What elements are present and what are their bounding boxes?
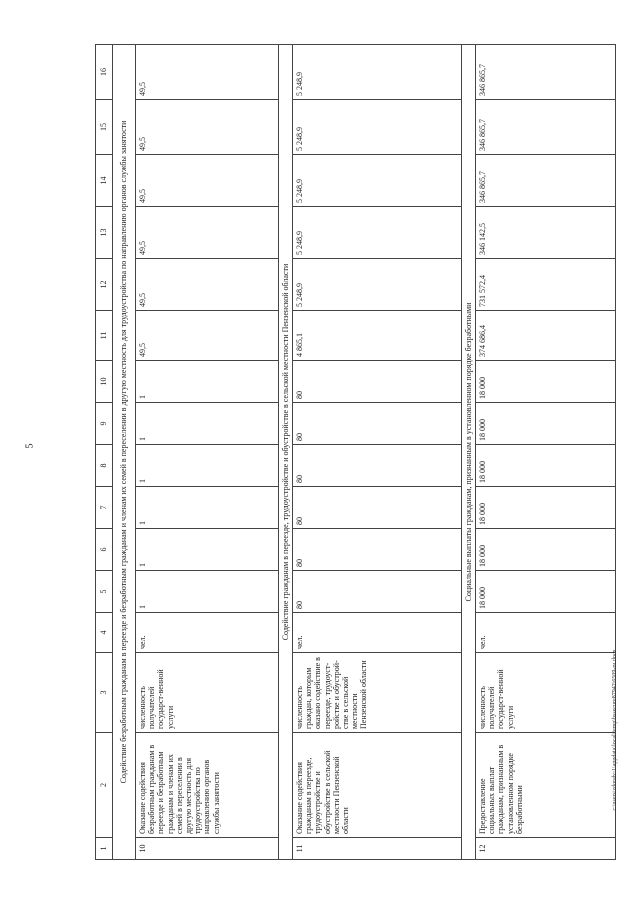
page-number: 5 — [24, 443, 36, 449]
value-cell: 5 248,9 — [293, 155, 462, 207]
row-number: 12 — [476, 838, 616, 860]
value-cell: 346 865,7 — [476, 155, 616, 207]
table-row — [293, 45, 462, 860]
value-cell: 80 — [293, 487, 462, 529]
unit-cell: чел. — [136, 613, 279, 653]
footer-file-path: c:\users\zdorab~1\appdata\local\temp\bssecure87942\6509-ru.docx — [612, 649, 618, 811]
header-row — [96, 45, 113, 860]
section-title-12: Социальные выплаты гражданам, признанным в установленном порядке безработными — [462, 45, 476, 860]
header-cell: 12 — [96, 259, 113, 311]
value-cell: 5 248,9 — [293, 259, 462, 311]
section-title-10: Содействие безработным гражданам в переезде и безработным гражданам и членам их семей в переселении в другую местность для трудоустройства по направлению органов службы занятости — [113, 45, 136, 860]
value-cell: 18 000 — [476, 487, 616, 529]
value-cell: 1 — [136, 571, 279, 613]
unit-cell: чел. — [476, 613, 616, 653]
header-cell: 13 — [96, 207, 113, 259]
section-title-row — [462, 45, 476, 860]
table-row — [136, 45, 279, 860]
header-cell: 14 — [96, 155, 113, 207]
value-cell: 1 — [136, 361, 279, 403]
value-cell: 49,5 — [136, 155, 279, 207]
row-number: 10 — [136, 838, 279, 860]
value-cell: 374 686,4 — [476, 311, 616, 361]
section-title-11: Содействие гражданам в переезде, трудоустройстве и обустройстве в сельской местности Пензенской области — [279, 45, 293, 860]
header-cell: 15 — [96, 100, 113, 155]
value-cell: 80 — [293, 571, 462, 613]
value-cell: 18 000 — [476, 361, 616, 403]
value-cell: 4 865,1 — [293, 311, 462, 361]
value-cell: 1 — [136, 403, 279, 445]
header-cell: 6 — [96, 529, 113, 571]
header-cell: 10 — [96, 361, 113, 403]
value-cell: 5 248,9 — [293, 207, 462, 259]
header-cell: 3 — [96, 653, 113, 733]
header-cell: 8 — [96, 445, 113, 487]
indicator-name: численность получателей государст-венной услуги — [136, 653, 279, 733]
service-name: Оказание содействия безработным гражданам в переезде и безработным гражданам и членам их семей в переселении в другую местность для трудоустройства по направлению органов службы занятости — [136, 733, 279, 838]
value-cell: 18 000 — [476, 445, 616, 487]
header-cell: 9 — [96, 403, 113, 445]
value-cell: 49,5 — [136, 259, 279, 311]
value-cell: 80 — [293, 403, 462, 445]
indicator-name: численность получателей государст-венной услуги — [476, 653, 616, 733]
value-cell: 49,5 — [136, 45, 279, 100]
service-name: Оказание содействия гражданам в переезде, трудоустройстве и обустройстве в сельской местности Пензенской области — [293, 733, 462, 838]
service-name: Предоставление социальных выплат гражданам, признанным в установленном порядке безработными — [476, 733, 616, 838]
value-cell: 346 142,5 — [476, 207, 616, 259]
value-cell: 5 248,9 — [293, 100, 462, 155]
section-title-row — [113, 45, 136, 860]
header-cell: 7 — [96, 487, 113, 529]
rotated-table-container — [95, 45, 610, 860]
value-cell: 49,5 — [136, 100, 279, 155]
header-cell: 2 — [96, 733, 113, 838]
value-cell: 346 865,7 — [476, 45, 616, 100]
value-cell: 1 — [136, 529, 279, 571]
value-cell: 18 000 — [476, 529, 616, 571]
program-table — [95, 44, 616, 860]
value-cell: 49,5 — [136, 207, 279, 259]
row-number: 11 — [293, 838, 462, 860]
section-title-row — [279, 45, 293, 860]
table-row — [476, 45, 616, 860]
unit-cell: чел. — [293, 613, 462, 653]
value-cell: 18 000 — [476, 571, 616, 613]
value-cell: 49,5 — [136, 311, 279, 361]
indicator-name: численность граждан, которым оказано содействие в переезде, трудоуст-ройстве и обустрой-стве в сельской местности Пензенской области — [293, 653, 462, 733]
value-cell: 731 572,4 — [476, 259, 616, 311]
value-cell: 80 — [293, 361, 462, 403]
header-cell: 16 — [96, 45, 113, 100]
value-cell: 346 865,7 — [476, 100, 616, 155]
header-cell: 1 — [96, 838, 113, 860]
value-cell: 5 248,9 — [293, 45, 462, 100]
value-cell: 18 000 — [476, 403, 616, 445]
header-cell: 5 — [96, 571, 113, 613]
header-cell: 11 — [96, 311, 113, 361]
value-cell: 1 — [136, 445, 279, 487]
header-cell: 4 — [96, 613, 113, 653]
value-cell: 80 — [293, 445, 462, 487]
value-cell: 1 — [136, 487, 279, 529]
value-cell: 80 — [293, 529, 462, 571]
